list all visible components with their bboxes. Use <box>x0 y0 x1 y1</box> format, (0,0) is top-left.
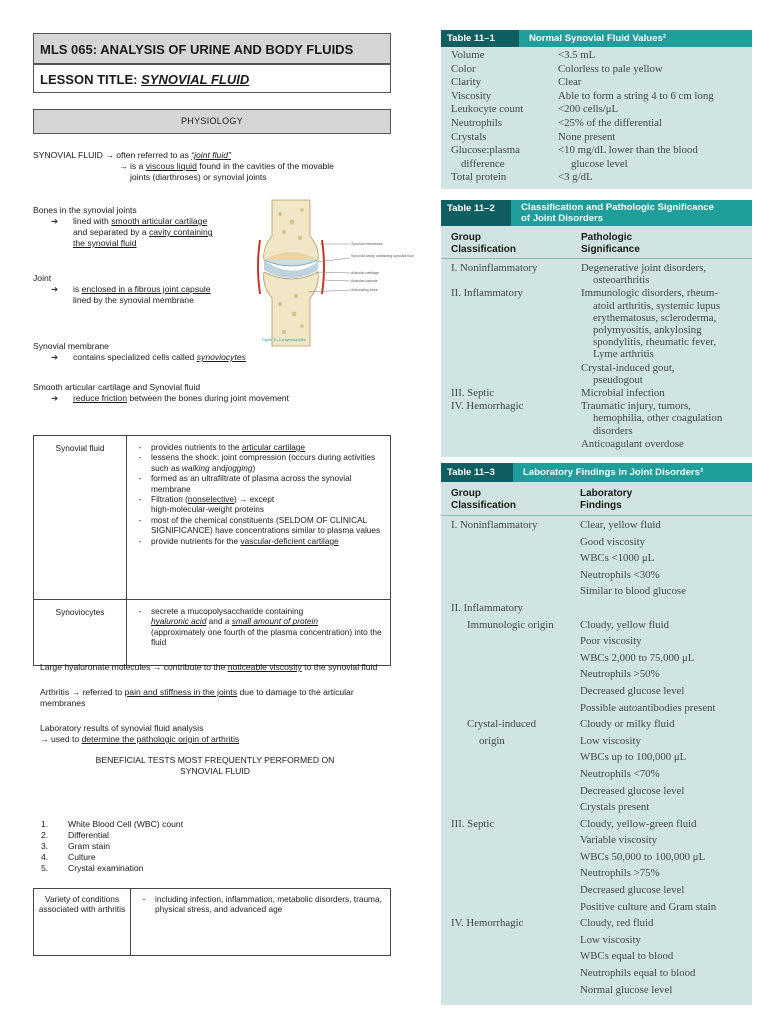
arrow-icon: ➔ <box>51 216 59 226</box>
table-row <box>441 932 752 949</box>
row-value-line: osteoarthritis <box>593 274 650 287</box>
table-row <box>441 550 752 567</box>
table-row <box>441 650 752 667</box>
figure-label: Synovial cavity containing synovial fluid <box>351 254 414 258</box>
row-key: IV. Hemorrhagic <box>451 400 524 413</box>
intro-line-2: → is a viscous liquid found in the cavities of the movable <box>119 161 334 171</box>
table-row <box>441 882 752 899</box>
cartilage-block: Smooth articular cartilage and Synovial fluid ➔ reduce friction between the bones during joint movement <box>33 382 403 404</box>
table-row <box>441 171 752 185</box>
row-key: Color <box>451 62 476 75</box>
row-value: Poor viscosity <box>580 635 642 648</box>
column-header: Pathologic Significance <box>581 232 640 255</box>
row-key: difference <box>461 157 505 170</box>
joint-block: Joint ➔ is enclosed in a fibrous joint capsule lined by the synovial membrane <box>33 273 263 306</box>
table-row <box>441 117 752 131</box>
row-value: WBCs 2,000 to 75,000 μL <box>580 651 695 664</box>
table-11-2 <box>441 226 752 457</box>
table-row <box>441 517 752 534</box>
arrow-icon: ➔ <box>51 352 59 362</box>
row-value-line: Traumatic injury, tumors, <box>581 400 691 413</box>
lesson-prefix: LESSON TITLE: <box>40 72 142 87</box>
row-key: Clarity <box>451 76 481 89</box>
table-row <box>441 49 752 63</box>
table-row <box>441 766 752 783</box>
row-content: - including infection, inflammation, metabolic disorders, trauma, physical stress, and advanced age <box>131 889 391 956</box>
joint-heading: Joint <box>33 273 52 283</box>
table-row <box>441 131 752 145</box>
row-value: Neutrophils >75% <box>580 867 660 880</box>
row-value: Similar to blood glucose <box>580 585 686 598</box>
row-value: Possible autoantibodies present <box>580 701 716 714</box>
row-value: WBCs 50,000 to 100,000 μL <box>580 850 706 863</box>
table-row <box>441 90 752 104</box>
table-row <box>441 617 752 634</box>
row-key: Viscosity <box>451 89 492 102</box>
row-value: <200 cells/μL <box>558 103 619 116</box>
synovial-function-table <box>33 435 391 666</box>
row-key: Neutrophils <box>451 116 502 129</box>
table-11-1-header <box>441 30 752 47</box>
row-key: Leukocyte count <box>451 103 524 116</box>
row-content: - provides nutrients to the articular cartilage - lessens the shock: joint compression (occurs during activities such as walking andjogging) - formed as an ultrafiltrate of plasma across the synovial membrane - Filtration (nonselective) → except high-molecular-weight proteins - most of the chemical constituents (SELDOM OF CLINICAL SIGNIFICANCE) have concentrations similar to plasma values - provide nutrients for the vascular-deficient cartilage <box>127 436 391 600</box>
table-row <box>441 965 752 982</box>
table-row <box>441 799 752 816</box>
table-row <box>441 749 752 766</box>
row-value-line: spondylitis, rheumatic fever, <box>593 336 717 349</box>
row-value: Positive culture and Gram stain <box>580 900 717 913</box>
table-row <box>441 816 752 833</box>
notes-block <box>40 662 390 745</box>
table-title: Laboratory Findings in Joint Disorders³ <box>523 467 704 478</box>
arrow-icon: ➔ <box>51 393 59 403</box>
row-label: Synovial fluid <box>34 436 127 600</box>
list-item: 1. White Blood Cell (WBC) count <box>41 819 184 829</box>
row-value-line: Crystal-induced gout, <box>581 361 675 374</box>
cartilage-heading: Smooth articular cartilage and Synovial fluid <box>33 382 201 392</box>
membrane-block: Synovial membrane ➔ contains specialized cells called synoviocytes <box>33 341 333 363</box>
figure-label: Articulating bone <box>351 288 378 292</box>
row-value: WBCs <1000 μL <box>580 552 655 565</box>
list-item: 2. Differential <box>41 830 109 840</box>
table-row <box>441 600 752 617</box>
row-value: <25% of the differential <box>558 116 662 129</box>
row-value: Low viscosity <box>580 734 641 747</box>
column-header: Group Classification <box>451 232 517 255</box>
row-value: Crystals present <box>580 801 650 814</box>
row-value: Neutrophils <70% <box>580 767 660 780</box>
row-value: Cloudy, yellow-green fluid <box>580 817 697 830</box>
row-value: WBCs up to 100,000 μL <box>580 751 687 764</box>
row-key: III. Septic <box>451 817 495 830</box>
table-11-1 <box>441 47 752 189</box>
row-value: Able to form a string 4 to 6 cm long <box>558 89 714 102</box>
table-row <box>34 436 391 600</box>
row-value-line: pseudogout <box>593 373 643 386</box>
bones-block: Bones in the synovial joints ➔ lined with smooth articular cartilage and separated by a cavity containing the synovial fluid <box>33 205 263 249</box>
table-row <box>441 716 752 733</box>
table-row <box>441 287 752 360</box>
table-number: Table 11–1 <box>441 30 519 47</box>
table-row <box>441 783 752 800</box>
row-key: III. Septic <box>451 387 495 400</box>
table-number: Table 11–2 <box>441 200 511 226</box>
table-row <box>441 103 752 117</box>
lesson-title <box>33 64 391 93</box>
row-value: Variable viscosity <box>580 834 658 847</box>
row-value: Colorless to pale yellow <box>558 62 663 75</box>
row-key: Immunologic origin <box>467 618 554 631</box>
table-row <box>441 76 752 90</box>
table-row <box>441 63 752 77</box>
row-value-line: Lyme arthritis <box>593 348 654 361</box>
intro-line-1: SYNOVIAL FLUID → often referred to as “joint fluid” <box>33 150 231 160</box>
lesson-title-text: SYNOVIAL FLUID <box>141 72 250 87</box>
row-value: Neutrophils >50% <box>580 668 660 681</box>
table-number: Table 11–3 <box>441 463 513 482</box>
figure-label: Synovial membrane <box>351 242 383 246</box>
row-content: - secrete a mucopolysaccharide containing hyaluronic acid and a small amount of protein (approximately one fourth of the plasma concentration) into the fluid <box>127 600 391 666</box>
intro-line-3: joints (diarthroses) or synovial joints <box>130 172 267 182</box>
row-value: Clear <box>558 76 582 89</box>
table-row <box>441 683 752 700</box>
table-row <box>441 567 752 584</box>
row-value: None present <box>558 130 616 143</box>
row-value-line: erythematosus, scleroderma, <box>593 311 717 324</box>
table-row <box>441 400 752 437</box>
table-row <box>441 700 752 717</box>
row-key: Total protein <box>451 171 507 184</box>
intro-block <box>33 150 403 183</box>
table-row <box>441 733 752 750</box>
row-value: Decreased glucose level <box>580 784 685 797</box>
row-value: Low viscosity <box>580 933 641 946</box>
arrow-icon: ➔ <box>51 284 59 294</box>
row-key: II. Inflammatory <box>451 601 523 614</box>
membrane-heading: Synovial membrane <box>33 341 109 351</box>
table-row <box>441 387 752 399</box>
table-row <box>441 438 752 450</box>
figure-label: Articular capsule <box>351 279 378 283</box>
row-value: Clear, yellow fluid <box>580 519 661 531</box>
table-row <box>441 158 752 172</box>
row-value: Good viscosity <box>580 535 646 548</box>
row-key: IV. Hemorrhagic <box>451 917 524 930</box>
table-row <box>34 600 391 666</box>
table-row <box>441 144 752 158</box>
row-key: II. Inflammatory <box>451 287 523 300</box>
table-row <box>441 899 752 916</box>
figure-label: Articular cartilage <box>351 271 379 275</box>
row-label: Synoviocytes <box>34 600 127 666</box>
row-value: <3 g/dL <box>558 171 593 184</box>
table-row <box>441 666 752 683</box>
row-value: glucose level <box>571 157 628 170</box>
row-value-line: hemophilia, other coagulation <box>593 412 723 425</box>
list-item: 3. Gram stain <box>41 841 111 851</box>
row-value-line: disorders <box>593 424 633 437</box>
row-value: Cloudy, red fluid <box>580 917 654 930</box>
row-value: Neutrophils equal to blood <box>580 967 696 980</box>
table-title: Classification and Pathologic Significance of Joint Disorders <box>521 202 714 224</box>
row-value: <3.5 mL <box>558 49 596 61</box>
row-value-line: Anticoagulant overdose <box>581 437 684 450</box>
table-row <box>441 832 752 849</box>
row-value: Neutrophils <30% <box>580 568 660 581</box>
column-header: Group Classification <box>451 488 517 511</box>
row-key: I. Noninflammatory <box>451 262 538 274</box>
note-lab-results: Laboratory results of synovial fluid analysis → used to determine the pathologic origin of arthritis <box>40 723 240 744</box>
bones-heading: Bones in the synovial joints <box>33 205 137 215</box>
conditions-table <box>33 888 391 956</box>
list-item: 5. Crystal examination <box>41 863 144 873</box>
table-11-2-header <box>441 200 752 226</box>
column-header: Laboratory Findings <box>580 488 633 511</box>
table-row <box>441 849 752 866</box>
row-value-line: Immunologic disorders, rheum- <box>581 287 719 300</box>
row-label: Variety of conditions associated with arthritis <box>34 889 131 956</box>
table-row <box>441 583 752 600</box>
row-key: Volume <box>451 49 485 61</box>
row-value: Decreased glucose level <box>580 884 685 897</box>
row-value: WBCs equal to blood <box>580 950 674 963</box>
row-value: <10 mg/dL lower than the blood <box>558 144 698 157</box>
note-hyaluronate: Large hyaluronate molecules → contribute to the noticeable viscosity to the synovial fluid <box>40 662 378 672</box>
table-row <box>441 534 752 551</box>
row-value: Normal glucose level <box>580 983 673 996</box>
row-key: I. Noninflammatory <box>451 519 538 531</box>
joint-illustration <box>258 200 414 346</box>
table-row <box>441 362 752 386</box>
table-row <box>34 889 391 956</box>
table-row <box>441 982 752 999</box>
table-row <box>441 262 752 286</box>
tests-list <box>41 819 341 874</box>
synovial-joint-figure <box>258 200 414 346</box>
table-row <box>441 915 752 932</box>
table-11-3 <box>441 482 752 1005</box>
row-key: Glucose:plasma <box>451 144 520 157</box>
tests-title: BENEFICIAL TESTS MOST FREQUENTLY PERFORMED ON SYNOVIAL FLUID <box>95 755 335 776</box>
row-value-line: Degenerative joint disorders, <box>581 262 707 274</box>
row-value-line: polymyositis, ankylosing <box>593 324 702 337</box>
row-key: Crystals <box>451 130 487 143</box>
row-value-line: Microbial infection <box>581 387 665 400</box>
table-title: Normal Synovial Fluid Values² <box>529 33 667 44</box>
table-row <box>441 948 752 965</box>
section-heading: PHYSIOLOGY <box>33 109 391 134</box>
table-row <box>441 865 752 882</box>
note-arthritis: Arthritis → referred to pain and stiffness in the joints due to damage to the articular membranes <box>40 687 354 708</box>
table-row <box>441 633 752 650</box>
row-key: origin <box>479 734 505 747</box>
row-value: Cloudy, yellow fluid <box>580 618 669 631</box>
row-key: Crystal-induced <box>467 718 536 731</box>
course-title: MLS 065: ANALYSIS OF URINE AND BODY FLUIDS <box>33 33 391 64</box>
figure-caption: Figure 11–1 A synovial joint. <box>262 338 307 342</box>
list-item: 4. Culture <box>41 852 96 862</box>
table-11-3-header <box>441 463 752 482</box>
row-value: Decreased glucose level <box>580 684 685 697</box>
row-value: Cloudy or milky fluid <box>580 718 675 731</box>
row-value-line: atoid arthritis, systemic lupus <box>593 299 721 312</box>
